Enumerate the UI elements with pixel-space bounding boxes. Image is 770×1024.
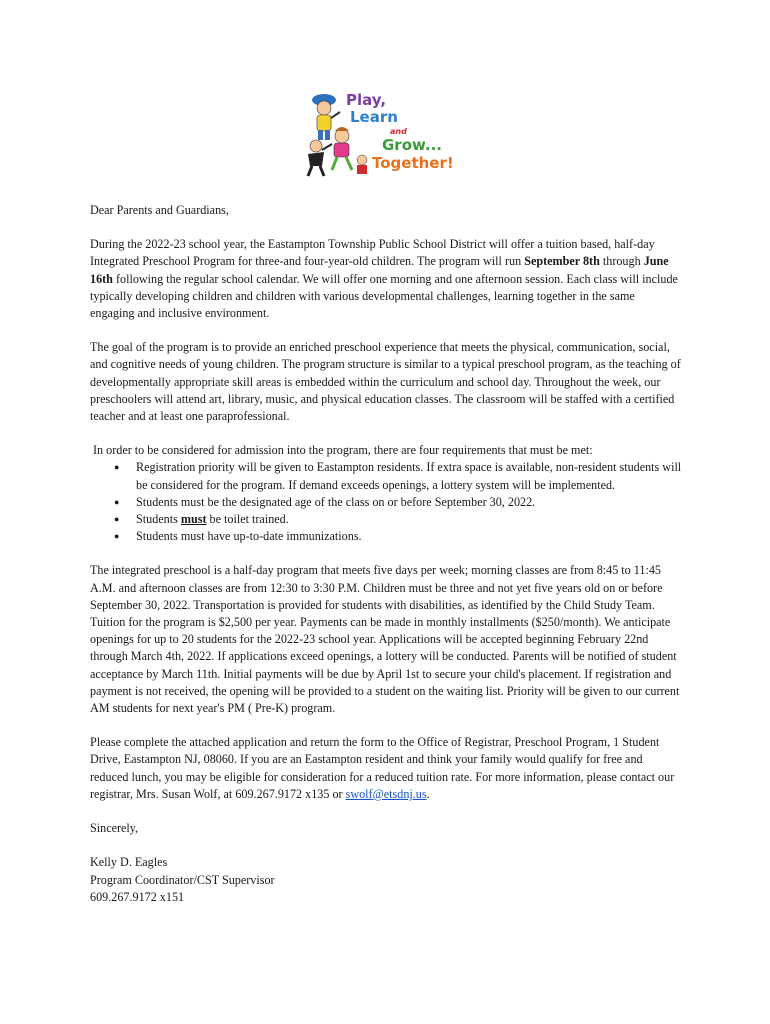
must-emphasis: must <box>180 512 207 527</box>
paragraph-program-goal: The goal of the program is to provide an enriched preschool experience that meets the physical, communication, social, and cognitive needs of young children. The program structure is similar to a typical preschool program, as the teaching of developmentally appropriate skill areas is embedded within the curriculum and school day. Throughout the week, our preschoolers will attend art, library, music, and physical education classes. The classroom will be staffed with a certified teacher and at least one paraprofessional. <box>90 340 681 424</box>
p4-text: Please complete the attached application and return the form to the Office of Registrar, Preschool Program, 1 Student Drive, Eastampton NJ, 08060. If you are an Eastampton resident and think your family would qualify for free and reduced lunch, you may be eligible for consideration for a reduced tuition rate. For more information, please contact our registrar, Mrs. Susan Wolf, at 609.267.9172 x135 or <box>90 735 675 801</box>
play-learn-grow-logo <box>302 88 470 180</box>
signer-name: Kelly D. Eagles <box>90 855 168 870</box>
paragraph-program-overview <box>90 236 682 322</box>
signature-block <box>90 820 682 906</box>
requirements-list <box>90 459 682 545</box>
requirement-toilet-trained <box>136 511 682 528</box>
registrar-email-link[interactable]: swolf@etsdnj.us <box>345 786 427 801</box>
p1-text-1: During the 2022-23 school year, the Eastampton Township Public School District will offer a tuition based, half-day Integrated Preschool Program for three-and four-year-old children. The program will run <box>90 237 655 269</box>
p1-text-3: following the regular school calendar. We will offer one morning and one afternoon session. Each class will include typically developing children and children with various developmental challenges, learning together in the same engaging and inclusive environment. <box>90 271 678 321</box>
letter-body <box>90 202 682 906</box>
requirement-residency: ● Registration priority will be given to Eastampton residents. If extra space is available, non-resident students will be considered for the program. If demand exceeds openings, a lottery system will be implemented. <box>136 459 682 493</box>
requirements-intro: In order to be considered for admission into the program, there are four requirements that must be met: <box>93 443 593 458</box>
signer-phone: 609.267.9172 x151 <box>90 889 185 904</box>
requirement-age: ● Students must be the designated age of the class on or before September 30, 2022. <box>136 494 682 511</box>
end-date: June 16th <box>90 254 669 286</box>
p1-text-2: through <box>599 254 644 269</box>
p4-end: . <box>426 786 430 801</box>
logo-learn-text: Learn <box>350 108 398 126</box>
logo-play-text: Play, <box>346 91 387 109</box>
logo-together-text: Together! <box>372 154 454 172</box>
child-figure-icon <box>308 140 332 176</box>
start-date: September 8th <box>524 254 600 269</box>
child-figure-icon <box>357 155 367 174</box>
requirement-immunizations: ● Students must have up-to-date immunizations. <box>136 528 682 545</box>
req3-text-1: Students <box>136 512 181 527</box>
salutation: Dear Parents and Guardians, <box>90 203 229 217</box>
paragraph-schedule-tuition: The integrated preschool is a half-day program that meets five days per week; morning classes are from 8:45 to 11:45 A.M. and afternoon classes are from 12:30 to 3:30 P.M. Children must be three and not yet five years old on or before September 30, 2022. Transportation is provided for students with disabilities, as identified by the Child Study Team. Tuition for the program is $2,500 per year. Payments can be made in monthly installments ($250/month). We anticipate openings for up to 20 students for the 2022-23 school year. Applications will be accepted beginning February 22nd through March 4th, 2022. If applications exceed openings, a lottery will be conducted. Parents will be notified of student acceptance by March 11th. Initial payments will be due by April 1st to secure your child's placement. If registration and payment is not received, the opening will be provided to a student on the waiting list. Priority will be given to our current AM students for next year's PM ( Pre-K) program. <box>90 563 680 716</box>
logo-and-text: and <box>390 127 407 136</box>
req3-text-2: be toilet trained. <box>206 512 289 527</box>
signoff: Sincerely, <box>90 821 139 836</box>
logo-grow-text: Grow... <box>382 136 443 154</box>
signer-title: Program Coordinator/CST Supervisor <box>90 872 275 887</box>
child-figure-icon <box>332 127 352 170</box>
paragraph-application-instructions <box>90 734 682 803</box>
